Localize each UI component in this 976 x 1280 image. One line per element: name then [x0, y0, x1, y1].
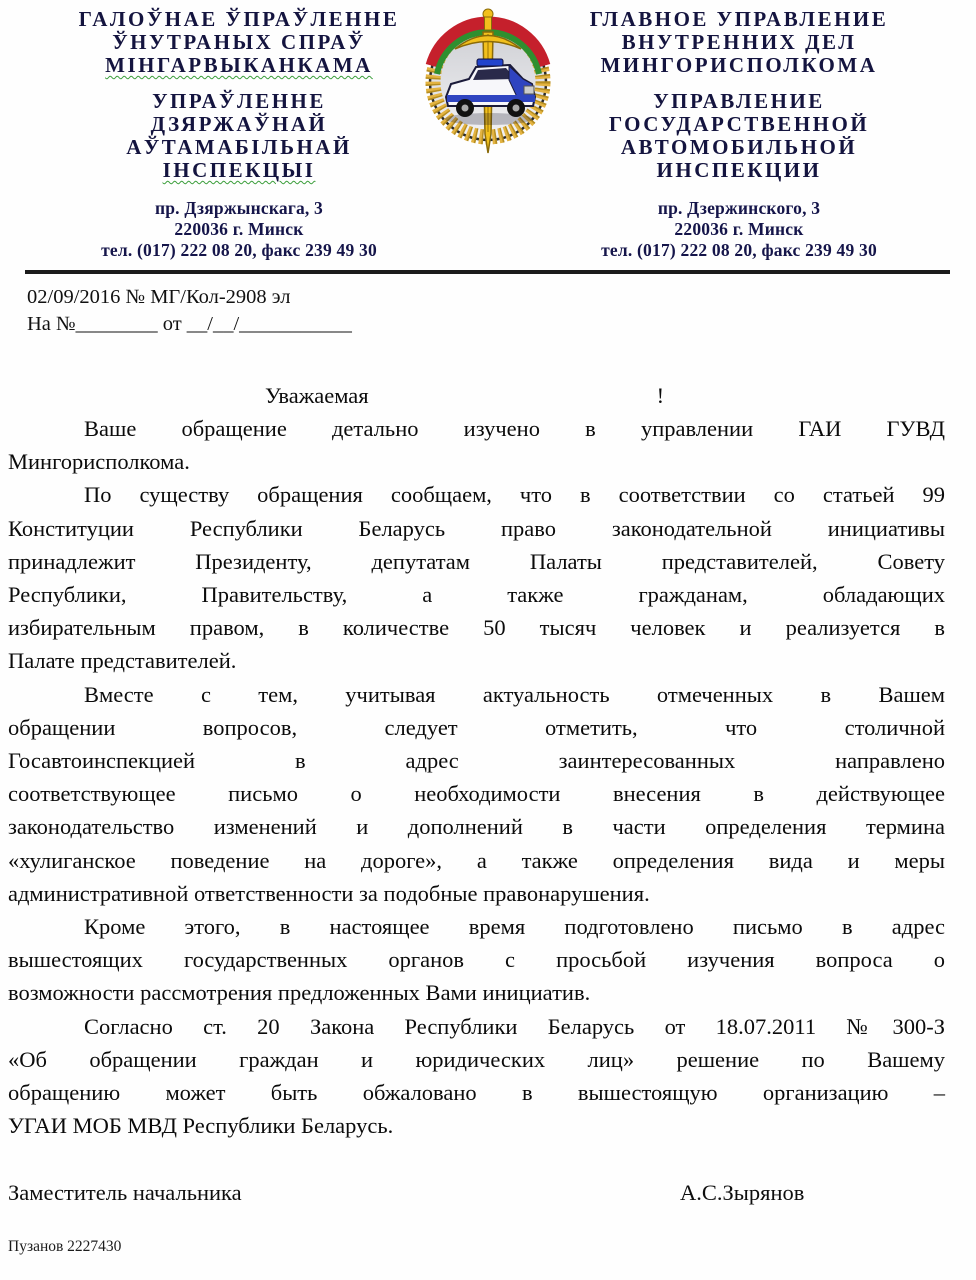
body-line: Мингорисполкома.: [8, 449, 190, 475]
org-line: МІНГАРВЫКАНКАМА: [105, 53, 373, 77]
body-line: Вместе с тем, учитывая актуальность отмеченных в Вашем: [84, 681, 945, 707]
dept-line: АЎТАМАБІЛЬНАЙ: [126, 135, 352, 159]
address-line: пр. Дзяржынскага, 3: [154, 198, 324, 218]
dept-line: ГОСУДАРСТВЕННОЙ: [608, 112, 870, 136]
body-line: «хулиганское поведение на дороге», а также определения вида и меры: [8, 847, 945, 873]
org-line: ГАЛОЎНАЕ ЎПРАЎЛЕННЕ: [78, 7, 400, 31]
body-line: По существу обращения сообщаем, что в соответствии со статьей 99: [84, 482, 945, 508]
signer-name: А.С.Зырянов: [680, 1180, 805, 1205]
body-line: УГАИ МОБ МВД Республики Беларусь.: [8, 1113, 394, 1139]
letter-body-area: [8, 379, 945, 1142]
reference-block: [27, 284, 352, 338]
body-line: Кроме этого, в настоящее время подготовлено письмо в адрес: [84, 914, 945, 940]
body-line: Республики, Правительству, а также гражданам, обладающих: [8, 582, 945, 608]
address-line: 220036 г. Минск: [174, 219, 304, 239]
body-line: административной ответственности за подобные правонарушения.: [8, 880, 650, 906]
signer-position: Заместитель начальника: [8, 1180, 242, 1205]
salutation-punct: !: [656, 383, 665, 408]
org-line: ГЛАВНОЕ УПРАВЛЕНИЕ: [589, 7, 889, 31]
body-line: принадлежит Президенту, депутатам Палаты представителей, Совету: [8, 548, 945, 574]
body-line: соответствующее письмо о необходимости внесения в действующее: [8, 781, 945, 807]
org-name-ru: [526, 8, 952, 77]
salutation-line: [8, 379, 945, 412]
org-line: МИНГОРИСПОЛКОМА: [600, 53, 878, 77]
salutation-greeting: Уважаемая: [265, 383, 369, 408]
body-line: возможности рассмотрения предложенных Вами инициатив.: [8, 980, 591, 1006]
outgoing-number: 02/09/2016 № МГ/Кол-2908 эл: [27, 286, 291, 308]
letterhead-belarusian-block: [28, 8, 450, 261]
signature-block: [8, 1180, 945, 1206]
letterhead-russian-block: [526, 8, 952, 261]
body-line: вышестоящих государственных органов с просьбой изучения вопроса о: [8, 947, 945, 973]
org-line: ВНУТРЕННИХ ДЕЛ: [621, 30, 857, 54]
dept-name-by: [28, 90, 450, 182]
letterhead-divider: [25, 270, 950, 274]
address-line: пр. Дзержинского, 3: [657, 198, 821, 218]
body-line: Госавтоинспекцией в адрес заинтересованных направлено: [8, 748, 945, 774]
dept-line: АВТОМОБИЛЬНОЙ: [620, 135, 858, 159]
org-name-by: [28, 8, 450, 77]
dept-line: УПРАЎЛЕННЕ: [152, 89, 326, 113]
address-line: тел. (017) 222 08 20, факс 239 49 30: [601, 240, 877, 260]
incoming-number-line: На №________ от __/__/___________: [27, 313, 352, 335]
body-line: избирательным правом, в количестве 50 тысяч человек и реализуется в: [8, 615, 945, 641]
dept-name-ru: [526, 90, 952, 182]
dept-line: ДЗЯРЖАЎНАЙ: [150, 112, 328, 136]
address-by: [28, 198, 450, 261]
dept-line: УПРАВЛЕНИЕ: [653, 89, 825, 113]
address-line: тел. (017) 222 08 20, факс 239 49 30: [101, 240, 377, 260]
org-line: ЎНУТРАНЫХ СПРАЎ: [112, 30, 366, 54]
body-line: Конституции Республики Беларусь право законодательной инициативы: [8, 515, 945, 541]
body-line: обращению может быть обжаловано в вышестоящую организацию –: [8, 1080, 945, 1106]
dept-line: ІНСПЕКЦЫІ: [162, 158, 316, 182]
letter-paragraphs: [8, 412, 945, 1142]
body-line: «Об обращении граждан и юридических лиц» решение по Вашему: [8, 1046, 945, 1072]
executor-note: Пузанов 2227430: [8, 1238, 122, 1255]
body-line: обращении вопросов, следует отметить, что столичной: [8, 714, 945, 740]
body-line: законодательство изменений и дополнений в части определения термина: [8, 814, 945, 840]
address-ru: [526, 198, 952, 261]
body-line: Палате представителей.: [8, 648, 237, 674]
body-line: Ваше обращение детально изучено в управлении ГАИ ГУВД: [84, 416, 945, 441]
dept-line: ИНСПЕКЦИИ: [656, 158, 822, 182]
body-line: Согласно ст. 20 Закона Республики Беларусь от 18.07.2011 №300-З: [84, 1013, 945, 1039]
address-line: 220036 г. Минск: [674, 219, 804, 239]
